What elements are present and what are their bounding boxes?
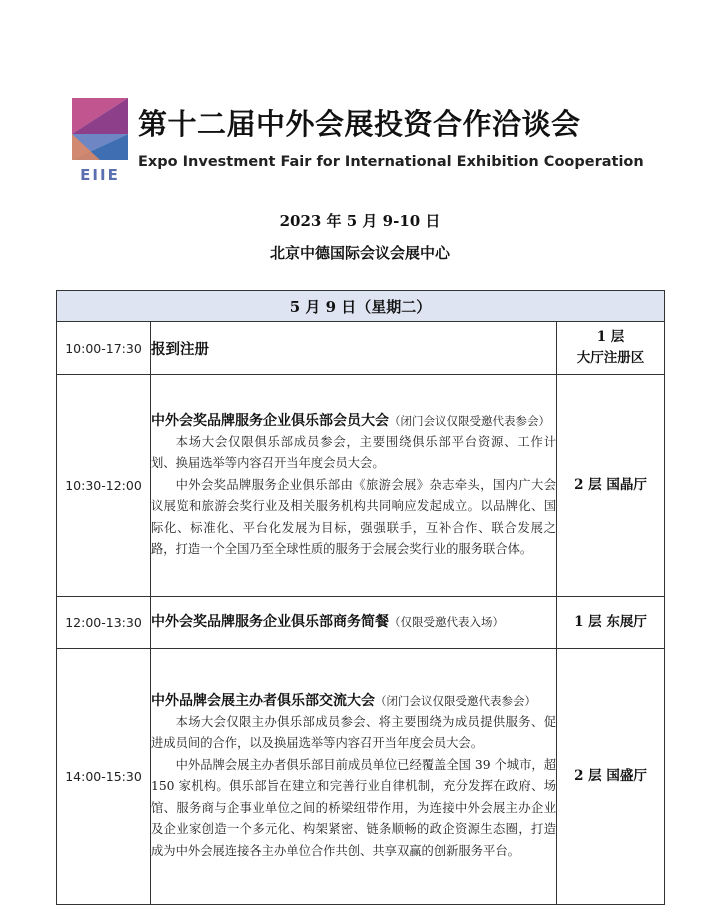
- session-note: （仅限受邀代表入场）: [389, 615, 504, 629]
- session-heading: [151, 691, 556, 712]
- table-row: [57, 597, 665, 649]
- session-note: （闭门会议仅限受邀代表参会）: [389, 413, 550, 428]
- session-content: [151, 322, 557, 375]
- day-header-row: [57, 291, 665, 322]
- session-location: [557, 322, 665, 375]
- session-location: 1 层 东展厅: [557, 597, 665, 649]
- event-header: [72, 98, 672, 182]
- location-area: 大厅注册区: [576, 350, 645, 366]
- session-content: [151, 649, 557, 905]
- session-content: [151, 375, 557, 597]
- session-paragraph: 中外会奖品牌服务企业俱乐部由《旅游会展》杂志牵头，国内广大会议展览和旅游会奖行业及相关服务机构共同响应发起成立。以品牌化、国际化、标准化、平台化发展为目标，强强联手，互补合作、联合发展之路，打造一个全国乃至全球性质的服务于会展会奖行业的服务联合体。: [151, 477, 556, 556]
- event-date: 2023 年 5 月 9-10 日: [279, 212, 441, 230]
- day-heading: 5 月 9 日（星期二）: [57, 291, 665, 322]
- session-time: 14:00-15:30: [57, 649, 151, 905]
- session-title: 报到注册: [151, 340, 209, 358]
- session-content: [151, 597, 557, 649]
- session-paragraph: 本场大会仅限主办俱乐部成员参会、将主要围绕为成员提供服务、促进成员间的合作，以及换届选举等内容召开当年度会员大会。: [151, 714, 556, 751]
- event-venue: 北京中德国际会议会展中心: [269, 244, 450, 262]
- page-subtitle-english: Expo Investment Fair for International Exhibition Cooperation: [138, 154, 644, 170]
- session-title: 中外品牌会展主办者俱乐部交流大会: [151, 692, 375, 709]
- session-title: 中外会奖品牌服务企业俱乐部商务简餐: [151, 614, 389, 630]
- svg-text:EIIE: EIIE: [80, 166, 120, 182]
- session-title: 中外会奖品牌服务企业俱乐部会员大会: [151, 412, 389, 429]
- session-time: 10:00-17:30: [57, 322, 151, 375]
- table-row: [57, 375, 665, 597]
- page-title: 第十二届中外会展投资合作洽谈会: [138, 107, 581, 141]
- session-paragraph: 中外品牌会展主办者俱乐部目前成员单位已经覆盖全国 39 个城市，超 150 家机构。俱乐部旨在建立和完善行业自律机制，充分发挥在政府、场馆、服务商与企事业单位之间的桥梁纽带作用，为连接中外会展主办企业及企业家创造一个多元化、构架紧密、链条顺畅的政企资源生态圈，打造成为中外会展连接各主办单位合作共创、共享双赢的创新服务平台。: [151, 757, 556, 858]
- schedule-table: [56, 290, 665, 905]
- session-time: 12:00-13:30: [57, 597, 151, 649]
- session-location: 2 层 国盛厅: [557, 649, 665, 905]
- session-heading: [151, 411, 556, 432]
- session-location: 2 层 国晶厅: [557, 375, 665, 597]
- eiie-logo: [72, 98, 128, 182]
- table-row: [57, 322, 665, 375]
- session-time: 10:30-12:00: [57, 375, 151, 597]
- session-note: （闭门会议仅限受邀代表参会）: [375, 693, 536, 708]
- table-row: [57, 649, 665, 905]
- session-paragraph: 本场大会仅限俱乐部成员参会，主要围绕俱乐部平台资源、工作计划、换届选举等内容召开当年度会员大会。: [151, 434, 556, 470]
- session-heading: [151, 612, 556, 633]
- location-floor: 1 层: [596, 329, 625, 345]
